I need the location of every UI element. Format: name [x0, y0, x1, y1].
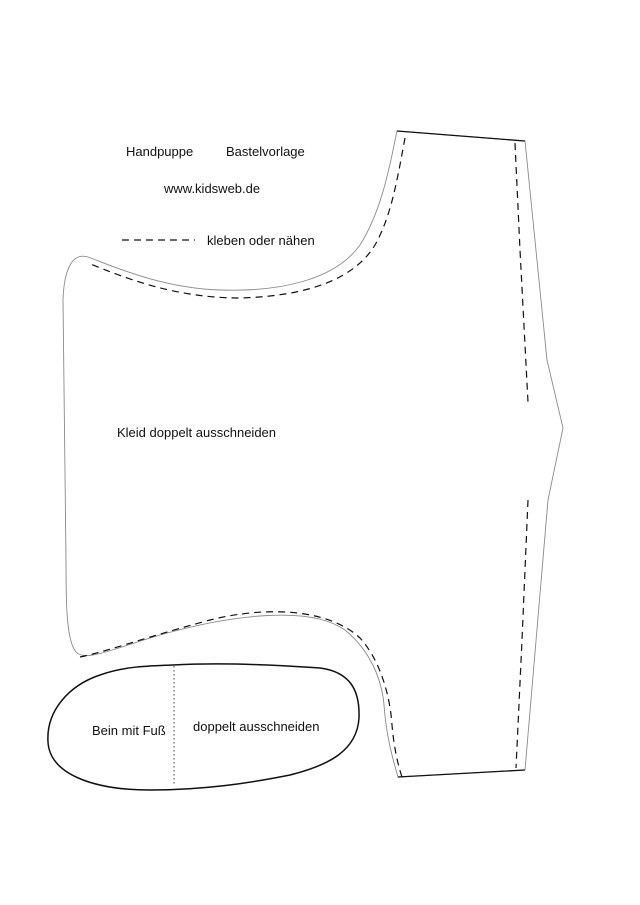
- website-link[interactable]: www.kidsweb.de: [164, 181, 261, 196]
- dress-label: Kleid doppelt ausschneiden: [117, 425, 277, 440]
- title-handpuppe: Handpuppe: [126, 144, 194, 159]
- title-bastelvorlage: Bastelvorlage: [226, 144, 305, 159]
- seam-right-lower: [516, 500, 528, 768]
- leg-label-right: doppelt ausschneiden: [193, 719, 320, 734]
- dress-top-edge: [397, 131, 525, 141]
- seam-right-upper: [515, 143, 528, 402]
- dress-bottom-edge: [398, 770, 525, 777]
- seam-lower-arm: [80, 612, 402, 777]
- dress-cut-outline: [63, 131, 563, 777]
- leg-label-left: Bein mit Fuß: [92, 723, 166, 738]
- legend-label: kleben oder nähen: [207, 233, 315, 248]
